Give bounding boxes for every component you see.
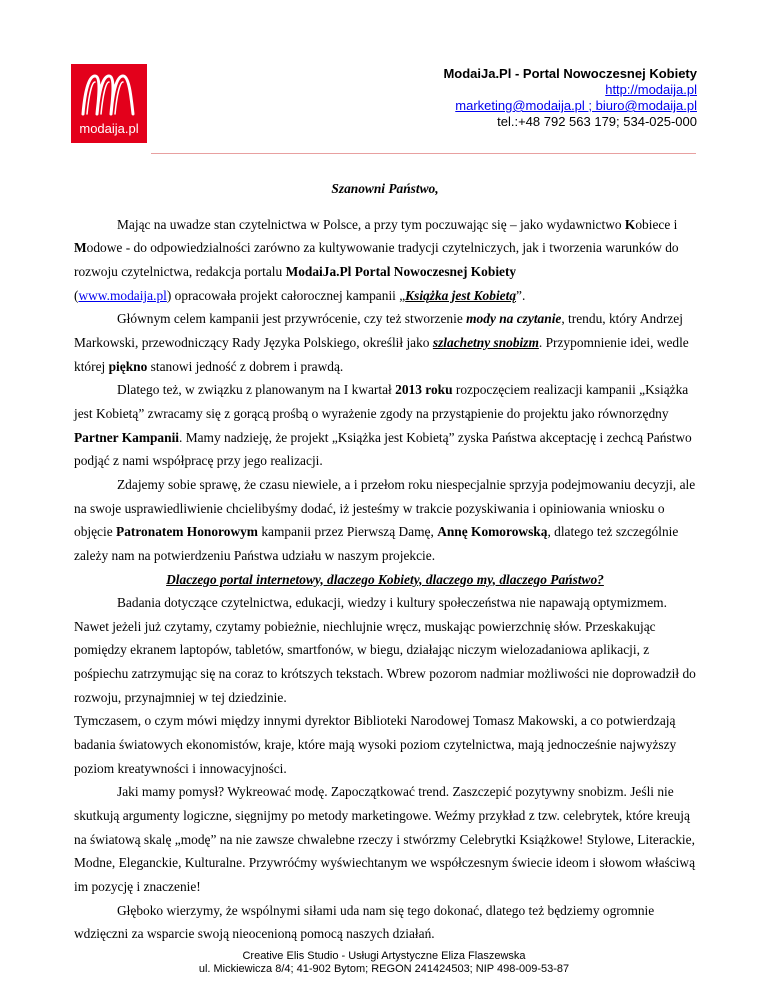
footer xyxy=(0,950,768,976)
portal-link[interactable]: www.modaija.pl xyxy=(78,287,167,303)
letterhead-title: ModaiJa.Pl - Portal Nowoczesnej Kobiety xyxy=(443,66,697,81)
logo-mark-icon xyxy=(77,70,141,120)
section-subheading: Dlaczego portal internetowy, dlaczego Kobiety, dlaczego my, dlaczego Państwo? xyxy=(166,571,604,587)
company-logo xyxy=(71,64,147,143)
paragraph-2: Głównym celem kampanii jest przywrócenie, czy też stworzenie mody na czytanie, trendu, który Andrzej Markowski, przewodniczący Rady Języka Polskiego, określił jako szlachetny snobizm. Przypomnienie idei, wedle której piękno stanowi jedność z dobrem i prawdą. xyxy=(74,311,689,374)
paragraph-8: Głęboko wierzymy, że wspólnymi siłami uda nam się tego dokonać, dlatego też będziemy ogromnie wdzięczni za wsparcie swoją nieocenioną pomocą naszych działań. xyxy=(74,902,655,942)
paragraph-4: Zdajemy sobie sprawę, że czasu niewiele, a i przełom roku niespecjalnie sprzyja podejmowaniu decyzji, ale na swoje usprawiedliwienie chcielibyśmy dodać, iż jesteśmy w trakcie pozyskiwania i opiniowania wniosku o objęcie Patronatem Honorowym kampanii przez Pierwszą Damę, Annę Komorowską, dlatego też szczególnie zależy nam na potwierdzeniu Państwa udziału w naszym projekcie. xyxy=(74,476,696,563)
phone-numbers: tel.:+48 792 563 179; 534-025-000 xyxy=(497,114,697,129)
paragraph-6: Tymczasem, o czym mówi między innymi dyrektor Biblioteki Narodowej Tomasz Makowski, a co potwierdzają badania światowych ekonomistów, kraje, które mają wysoki poziom czytelnictwa, mają jednocześnie najwyższy poziom kreatywności i innowacyjności. xyxy=(74,713,677,776)
email-links[interactable]: marketing@modaija.pl ; biuro@modaija.pl xyxy=(455,98,697,113)
spacer xyxy=(74,201,696,213)
letter-body xyxy=(74,177,696,946)
logo-text: modaija.pl xyxy=(79,121,139,136)
paragraph-5: Badania dotyczące czytelnictwa, edukacji, wiedzy i kultury społeczeństwa nie napawają optymizmem. Nawet jeżeli już czytamy, czytamy pobieżnie, niechlujnie wręcz, muskając powierzchnię słów. Przeskakując pomiędzy ekranem laptopów, tabletów, smartfonów, w biegu, działając niczym wielozadaniowa aplikacji, z pośpiechu zatrzymując się na coraz to krótszych tekstach. Wbrew pozorom nadmiar możliwości nie doprowadził do rozwoju, przynajmniej w tej dziedzinie. xyxy=(74,595,696,705)
paragraph-1: Mając na uwadze stan czytelnictwa w Polsce, a przy tym poczuwając się – jako wydawnictwo Kobiece i Modowe - do odpowiedzialności zarówno za kultywowanie tradycji czytelniczych, jak i tworzenia warunków do rozwoju czytelnictwa, redakcja portalu ModaiJa.Pl Portal Nowoczesnej Kobiety (www.modaija.pl) opracowała projekt całorocznej kampanii „Książka jest Kobietą”. xyxy=(74,216,679,303)
footer-company: Creative Elis Studio - Usługi Artystyczne Eliza Flaszewska xyxy=(242,950,526,962)
website-link[interactable]: http://modaija.pl xyxy=(605,82,697,97)
paragraph-7: Jaki mamy pomysł? Wykreować modę. Zapoczątkować trend. Zaszczepić pozytywny snobizm. Jeśli nie skutkują argumenty logiczne, sięgnijmy po metody marketingowe. Weźmy przykład z tzw. celebrytek, które kreują na światową skalę „modę” na nie zawsze chwalebne rzeczy i stwórzmy Celebrytki Książkowe! Stylowe, Literackie, Modne, Eleganckie, Kulturalne. Przywróćmy wyświechtanym we współczesnym świecie ideom i słowom właściwą im pozycję i znaczenie! xyxy=(74,784,696,895)
paragraph-3: Dlatego też, w związku z planowanym na I kwartał 2013 roku rozpoczęciem realizacji kampanii „Książka jest Kobietą” zwracamy się z gorącą prośbą o wyrażenie zgody na przystąpienie do projektu jako równorzędny Partner Kampanii. Mamy nadzieję, że projekt „Książka jest Kobietą” zyska Państwa akceptację i zechcą Państwo podjąć z nami współpracę przy jego realizacji. xyxy=(74,382,692,469)
letterhead xyxy=(443,66,697,130)
footer-address: ul. Mickiewicza 8/4; 41-902 Bytom; REGON 241424503; NIP 498-009-53-87 xyxy=(198,963,570,975)
greeting: Szanowni Państwo, xyxy=(331,181,439,196)
header-divider xyxy=(151,153,696,154)
